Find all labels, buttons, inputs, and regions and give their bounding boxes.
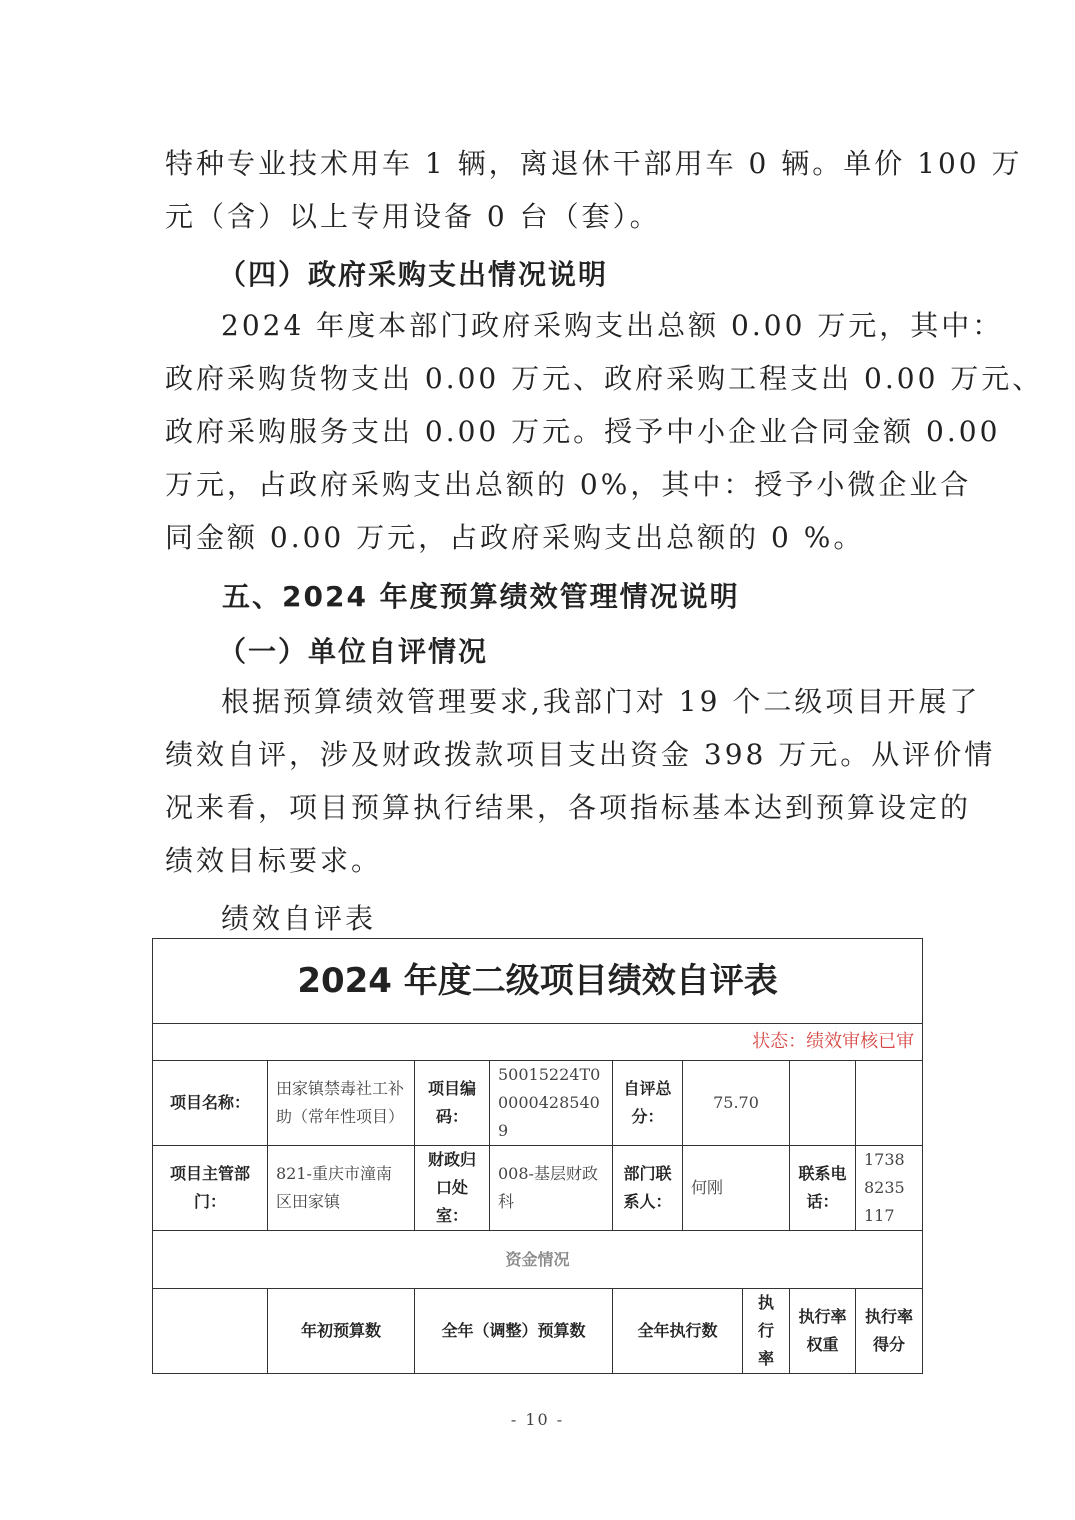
status-badge: 状态：绩效审核已审 (153, 1024, 923, 1061)
project-name: 田家镇禁毒社工补助（常年性项目） (268, 1061, 415, 1146)
text-line: 绩效自评，涉及财政拨款项目支出资金 398 万元。从评价情 (165, 738, 996, 771)
text-line: 万元，占政府采购支出总额的 0%，其中：授予小微企业合 (165, 468, 972, 501)
table-title: 2024 年度二级项目绩效自评表 (153, 939, 923, 1024)
finance-office-label: 财政归口处室： (415, 1146, 490, 1231)
funds-section-header: 资金情况 (153, 1231, 923, 1289)
phone-label: 联系电话： (790, 1146, 856, 1231)
column-header: 执行率权重 (790, 1289, 856, 1374)
text-line: 元（含）以上专用设备 0 台（套）。 (165, 200, 661, 233)
column-header: 执行率得分 (856, 1289, 923, 1374)
self-score-label: 自评总分： (613, 1061, 683, 1146)
self-evaluation-table (152, 938, 923, 1374)
department: 821-重庆市潼南区田家镇 (268, 1146, 415, 1231)
text-line: 特种专业技术用车 1 辆，离退休干部用车 0 辆。单价 100 万 (165, 147, 1023, 180)
paragraph-self-evaluation (165, 675, 996, 887)
column-header: 年初预算数 (268, 1289, 415, 1374)
text-line: 2024 年度本部门政府采购支出总额 0.00 万元，其中： (221, 309, 1004, 342)
text-line: 况来看，项目预算执行结果，各项指标基本达到预算设定的 (165, 791, 972, 824)
text-line: 绩效目标要求。 (165, 844, 383, 877)
page-number: - 10 - (510, 1410, 565, 1429)
heading-section-five: 五、2024 年度预算绩效管理情况说明 (222, 580, 740, 613)
finance-office: 008-基层财政科 (490, 1146, 613, 1231)
project-code-label: 项目编码： (415, 1061, 490, 1146)
empty-cell (856, 1061, 923, 1146)
project-name-label: 项目名称： (153, 1061, 268, 1146)
table-caption: 绩效自评表 (221, 902, 377, 935)
text-line: 根据预算绩效管理要求,我部门对 19 个二级项目开展了 (221, 685, 981, 718)
text-line: 政府采购货物支出 0.00 万元、政府采购工程支出 0.00 万元、 (165, 362, 1044, 395)
column-header: 全年（调整）预算数 (415, 1289, 613, 1374)
column-header: 执行率 (743, 1289, 790, 1374)
heading-procurement: （四）政府采购支出情况说明 (218, 258, 609, 291)
contact-label: 部门联系人： (613, 1146, 683, 1231)
column-header: 全年执行数 (613, 1289, 743, 1374)
department-label: 项目主管部门： (153, 1146, 268, 1231)
text-line: 政府采购服务支出 0.00 万元。授予中小企业合同金额 0.00 (165, 415, 1001, 448)
phone-number: 17388235117 (856, 1146, 923, 1231)
self-score: 75.70 (683, 1061, 790, 1146)
empty-cell (153, 1289, 268, 1374)
text-line: 同金额 0.00 万元，占政府采购支出总额的 0 %。 (165, 521, 865, 554)
heading-self-evaluation: （一）单位自评情况 (218, 635, 489, 668)
contact-person: 何刚 (683, 1146, 790, 1231)
paragraph-procurement (165, 299, 1044, 564)
paragraph-vehicles (165, 137, 1023, 243)
project-code: 50015224T000004285409 (490, 1061, 613, 1146)
empty-cell (790, 1061, 856, 1146)
